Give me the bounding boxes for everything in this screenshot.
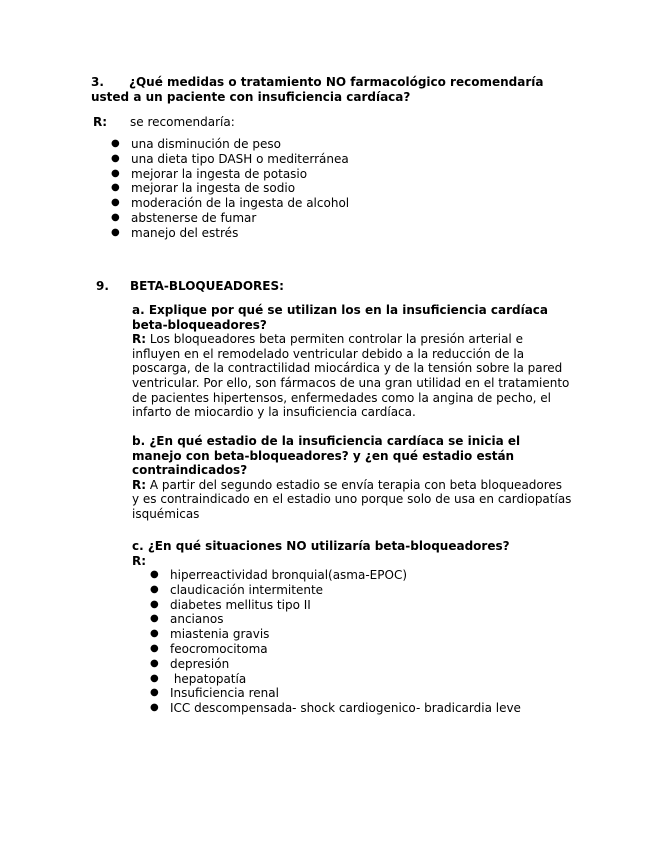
question-3-number: 3. [91,75,104,89]
answer-label: R: [132,477,147,492]
list-item: ● feocromocitoma [150,641,268,656]
bullet-icon: ● [150,628,159,640]
list-item: ● ICC descompensada- shock cardiogenico- bradicardia leve [150,701,521,716]
list-item: ● claudicación intermitente [150,582,324,597]
question-b-block [132,434,572,522]
list-item: ● moderación de la ingesta de alcohol [111,196,350,211]
bullet-icon: ● [150,702,159,714]
list-item: ● Insuficiencia renal [150,686,279,701]
section-9-number: 9. [96,279,109,293]
bullet-icon: ● [150,657,159,669]
bullet-icon: ● [150,598,159,610]
question-a-block [132,303,572,420]
question-b-answer: R: A partir del segundo estadio se envía terapia con beta bloqueadores y es contraindicado en el estadio uno porque solo de usa en cardiopatías isquémicas [132,477,572,521]
question-3-answer-intro: se recomendaría: [130,115,235,129]
question-c-answer [132,554,572,569]
recommendations-list [111,137,350,241]
answer-label: R: [132,553,147,568]
contraindications-list [150,568,521,716]
section-9-title: BETA-BLOQUEADORES: [130,279,284,293]
list-item: ● mejorar la ingesta de sodio [111,181,296,196]
list-item: ● depresión [150,656,230,671]
question-a-answer: R: Los bloqueadores beta permiten controlar la presión arterial e influyen en el remodelado ventricular debido a la reducción de la poscarga, de la contractilidad miocárdica y de la tensión sobre la pared ventricular. Por ello, son fármacos de una gran utilidad en el tratamiento de pacientes hipertensos, enfermedades como la angina de pecho, el infarto de miocardio y la insuficiencia cardíaca. [132,332,570,420]
bullet-icon: ● [150,687,159,699]
list-item: ● manejo del estrés [111,225,239,240]
list-item: ● miastenia gravis [150,627,270,642]
bullet-icon: ● [111,211,120,223]
question-3-text: ¿Qué medidas o tratamiento NO farmacológico recomendaría usted a un paciente con insuficiencia cardíaca? [91,75,544,104]
question-3-answer-label: R: [93,115,108,129]
list-item: ● mejorar la ingesta de potasio [111,166,308,181]
list-item: ● diabetes mellitus tipo II [150,597,311,612]
bullet-icon: ● [150,583,159,595]
bullet-icon: ● [150,613,159,625]
question-a-text: a. Explique por qué se utilizan los en la insuficiencia cardíaca beta-bloqueadores? [132,303,549,332]
bullet-icon: ● [150,642,159,654]
bullet-icon: ● [111,226,120,238]
bullet-icon: ● [150,569,159,580]
bullet-icon: ● [111,182,120,194]
bullet-icon: ● [150,672,159,684]
bullet-icon: ● [111,197,120,209]
bullet-icon: ● [111,138,120,149]
list-item: ● hiperreactividad bronquial(asma-EPOC) [150,568,408,582]
list-item: ● ancianos [150,612,224,627]
question-b-text: b. ¿En qué estadio de la insuficiencia cardíaca se inicia el manejo con beta-bloqueadores? y ¿en qué estadio están contraindicados? [132,434,521,478]
question-c-text: c. ¿En qué situaciones NO utilizaría beta-bloqueadores? [132,539,510,553]
bullet-icon: ● [111,152,120,164]
list-item: ● abstenerse de fumar [111,210,257,225]
bullet-icon: ● [111,167,120,179]
list-item: ● una dieta tipo DASH o mediterránea [111,151,349,166]
question-c-block [132,539,572,568]
answer-label: R: [132,332,147,347]
list-item: ● una disminución de peso [111,137,281,151]
list-item: ● hepatopatía [150,671,247,686]
